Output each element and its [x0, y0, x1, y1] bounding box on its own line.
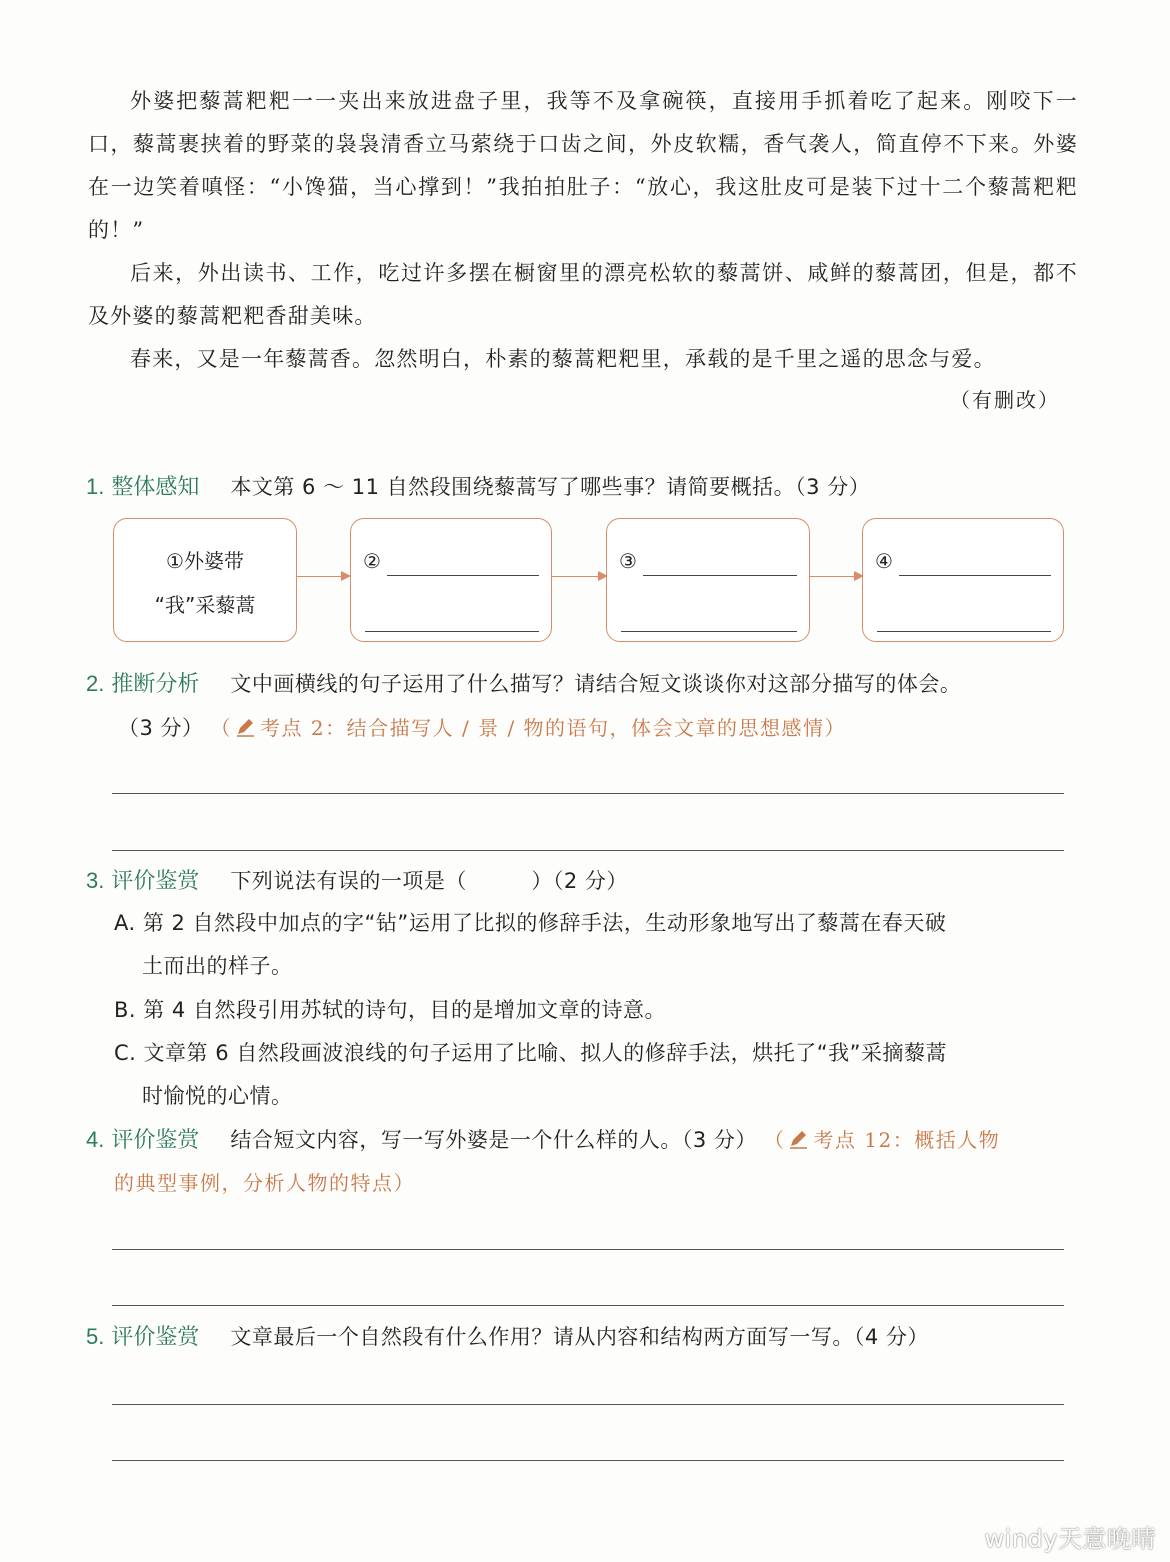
keypoint-text-continued: 的典型事例，分析人物的特点） — [114, 1171, 415, 1195]
question-category: 评价鉴赏 — [111, 869, 200, 894]
answer-line[interactable] — [112, 1460, 1064, 1461]
flow-box-3 — [606, 518, 810, 642]
pencil-icon — [787, 1128, 809, 1150]
question-category: 整体感知 — [111, 475, 200, 500]
question-number: 3. — [86, 868, 105, 893]
pencil-icon — [234, 716, 256, 738]
answer-line[interactable] — [112, 1404, 1064, 1405]
answer-line[interactable] — [112, 850, 1064, 851]
flow-box-1-line1: ①外婆带 — [166, 549, 244, 573]
question-text: 下列说法有误的一项是（ ）（2 分） — [230, 869, 628, 893]
option-a-line1: A. 第 2 自然段中加点的字“钻”运用了比拟的修辞手法，生动形象地写出了藜蒿在春天破 — [114, 911, 947, 935]
question-5 — [86, 1320, 929, 1355]
question-2 — [86, 667, 961, 702]
option-c-line2: 时愉悦的心情。 — [142, 1084, 293, 1108]
question-text: 文章最后一个自然段有什么作用？请从内容和结构两方面写一写。（4 分） — [230, 1325, 929, 1349]
question-2-continued — [118, 711, 846, 746]
keypoint-open-paren: （ — [210, 716, 233, 740]
source-note: （有删改） — [950, 388, 1060, 412]
question-number: 4. — [86, 1127, 105, 1152]
keypoint-note — [764, 1128, 1000, 1152]
keypoint-note — [211, 716, 847, 740]
question-text: 文中画横线的句子运用了什么描写？请结合短文谈谈你对这部分描写的体会。 — [230, 672, 962, 696]
question-text: 本文第 6 ～ 11 自然段围绕藜蒿写了哪些事？请简要概括。（3 分） — [230, 475, 871, 499]
answer-line[interactable] — [112, 793, 1064, 794]
option-c[interactable] — [114, 1032, 1069, 1118]
answer-blank[interactable] — [643, 575, 797, 576]
keypoint-open-paren: （ — [763, 1128, 786, 1152]
answer-blank[interactable] — [899, 575, 1051, 576]
flow-arrow-3 — [810, 576, 862, 577]
question-number: 2. — [86, 671, 105, 696]
option-b-line1: B. 第 4 自然段引用苏轼的诗句，目的是增加文章的诗意。 — [114, 998, 666, 1022]
question-category: 评价鉴赏 — [111, 1325, 200, 1350]
question-1 — [86, 470, 870, 505]
question-4 — [86, 1123, 1000, 1158]
flow-arrow-1 — [297, 576, 349, 577]
option-c-line1: C. 文章第 6 自然段画波浪线的句子运用了比喻、拟人的修辞手法，烘托了“我”采摘藜蒿 — [114, 1041, 947, 1065]
flow-box-3-number: ③ — [619, 549, 637, 573]
question-number: 5. — [86, 1324, 105, 1349]
question-3 — [86, 864, 628, 899]
question-category: 推断分析 — [111, 672, 200, 697]
reading-passage — [88, 80, 1078, 381]
answer-blank[interactable] — [387, 575, 539, 576]
keypoint-text: 考点 2：结合描写人 / 景 / 物的语句，体会文章的思想感情） — [260, 716, 847, 740]
question-number: 1. — [86, 474, 105, 499]
answer-line[interactable] — [112, 1305, 1064, 1306]
answer-blank[interactable] — [621, 631, 797, 632]
question-category: 评价鉴赏 — [111, 1128, 200, 1153]
answer-blank[interactable] — [877, 631, 1051, 632]
flow-box-4 — [862, 518, 1064, 642]
flow-box-2-number: ② — [363, 549, 381, 573]
passage-paragraph-3: 春来，又是一年藜蒿香。忽然明白，朴素的藜蒿粑粑里，承载的是千里之遥的思念与爱。 — [130, 347, 996, 371]
answer-blank[interactable] — [365, 631, 539, 632]
option-b[interactable] — [114, 989, 1069, 1032]
question-text: 结合短文内容，写一写外婆是一个什么样的人。（3 分） — [230, 1128, 757, 1152]
keypoint-text: 考点 12：概括人物 — [813, 1128, 1001, 1152]
watermark: windy天意晚晴 — [984, 1525, 1156, 1553]
flow-box-4-number: ④ — [875, 549, 893, 573]
passage-paragraph-1: 外婆把藜蒿粑粑一一夹出来放进盘子里，我等不及拿碗筷，直接用手抓着吃了起来。刚咬下一口，藜蒿裹挟着的野菜的袅袅清香立马萦绕于口齿之间，外皮软糯，香气袭人，简直停不下来。外婆在一边笑着嗔怪：“小馋猫，当心撑到！”我拍拍肚子：“放心，我这肚皮可是装下过十二个藜蒿粑粑的！” — [88, 89, 1078, 242]
flow-arrow-2 — [552, 576, 606, 577]
option-a-line2: 土而出的样子。 — [142, 954, 293, 978]
question-4-continued — [114, 1166, 415, 1201]
flow-box-2 — [350, 518, 552, 642]
question-score: （3 分） — [118, 716, 204, 740]
passage-paragraph-2: 后来，外出读书、工作，吃过许多摆在橱窗里的漂亮松软的藜蒿饼、咸鲜的藜蒿团，但是，都不及外婆的藜蒿粑粑香甜美味。 — [88, 261, 1078, 328]
answer-line[interactable] — [112, 1249, 1064, 1250]
flow-box-1 — [113, 518, 297, 642]
option-a[interactable] — [114, 902, 1069, 988]
flow-box-1-line2: “我”采藜蒿 — [154, 593, 256, 617]
